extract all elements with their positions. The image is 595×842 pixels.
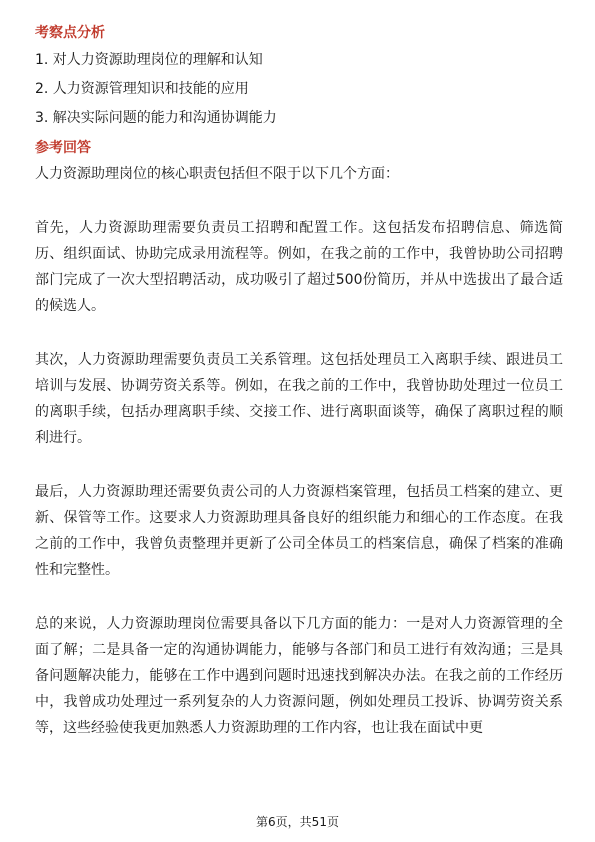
analysis-heading: 考察点分析 xyxy=(35,25,105,41)
paragraph-spacer xyxy=(35,319,563,345)
answer-intro-paragraph: 人力资源助理岗位的核心职责包括但不限于以下几个方面： xyxy=(35,166,399,182)
paragraph-spacer xyxy=(35,451,563,477)
page-content xyxy=(35,22,563,741)
answer-paragraph: 最后，人力资源助理还需要负责公司的人力资源档案管理，包括员工档案的建立、更新、保管等工作。这要求人力资源助理具备良好的组织能力和细心的工作态度。在我之前的工作中，我曾负责整理并更新了公司全体员工的档案信息，确保了档案的准确性和完整性。 xyxy=(35,484,563,578)
analysis-item: 1. 对人力资源助理岗位的理解和认知 xyxy=(35,52,263,68)
paragraph-spacer xyxy=(35,187,563,213)
analysis-item: 2. 人力资源管理知识和技能的应用 xyxy=(35,81,249,97)
paragraph-spacer xyxy=(35,583,563,609)
analysis-list xyxy=(35,50,563,128)
answer-paragraph: 首先，人力资源助理需要负责员工招聘和配置工作。这包括发布招聘信息、筛选简历、组织面试、协助完成录用流程等。例如，在我之前的工作中，我曾协助公司招聘部门完成了一次大型招聘活动，成功吸引了超过500份简历，并从中选拔出了最合适的候选人。 xyxy=(35,220,563,314)
answer-paragraph: 总的来说，人力资源助理岗位需要具备以下几方面的能力：一是对人力资源管理的全面了解；二是具备一定的沟通协调能力，能够与各部门和员工进行有效沟通；三是具备问题解决能力，能够在工作中遇到问题时迅速找到解决办法。在我之前的工作经历中，我曾成功处理过一系列复杂的人力资源问题，例如处理员工投诉、协调劳资关系等，这些经验使我更加熟悉人力资源助理的工作内容，也让我在面试中更 xyxy=(35,616,563,736)
page-footer: 第6页，共51页 xyxy=(256,815,339,829)
answer-paragraph: 其次，人力资源助理需要负责员工关系管理。这包括处理员工入离职手续、跟进员工培训与发展、协调劳资关系等。例如，在我之前的工作中，我曾协助处理过一位员工的离职手续，包括办理离职手续、交接工作、进行离职面谈等，确保了离职过程的顺利进行。 xyxy=(35,352,563,446)
analysis-item: 3. 解决实际问题的能力和沟通协调能力 xyxy=(35,110,277,126)
answer-heading: 参考回答 xyxy=(35,140,91,156)
